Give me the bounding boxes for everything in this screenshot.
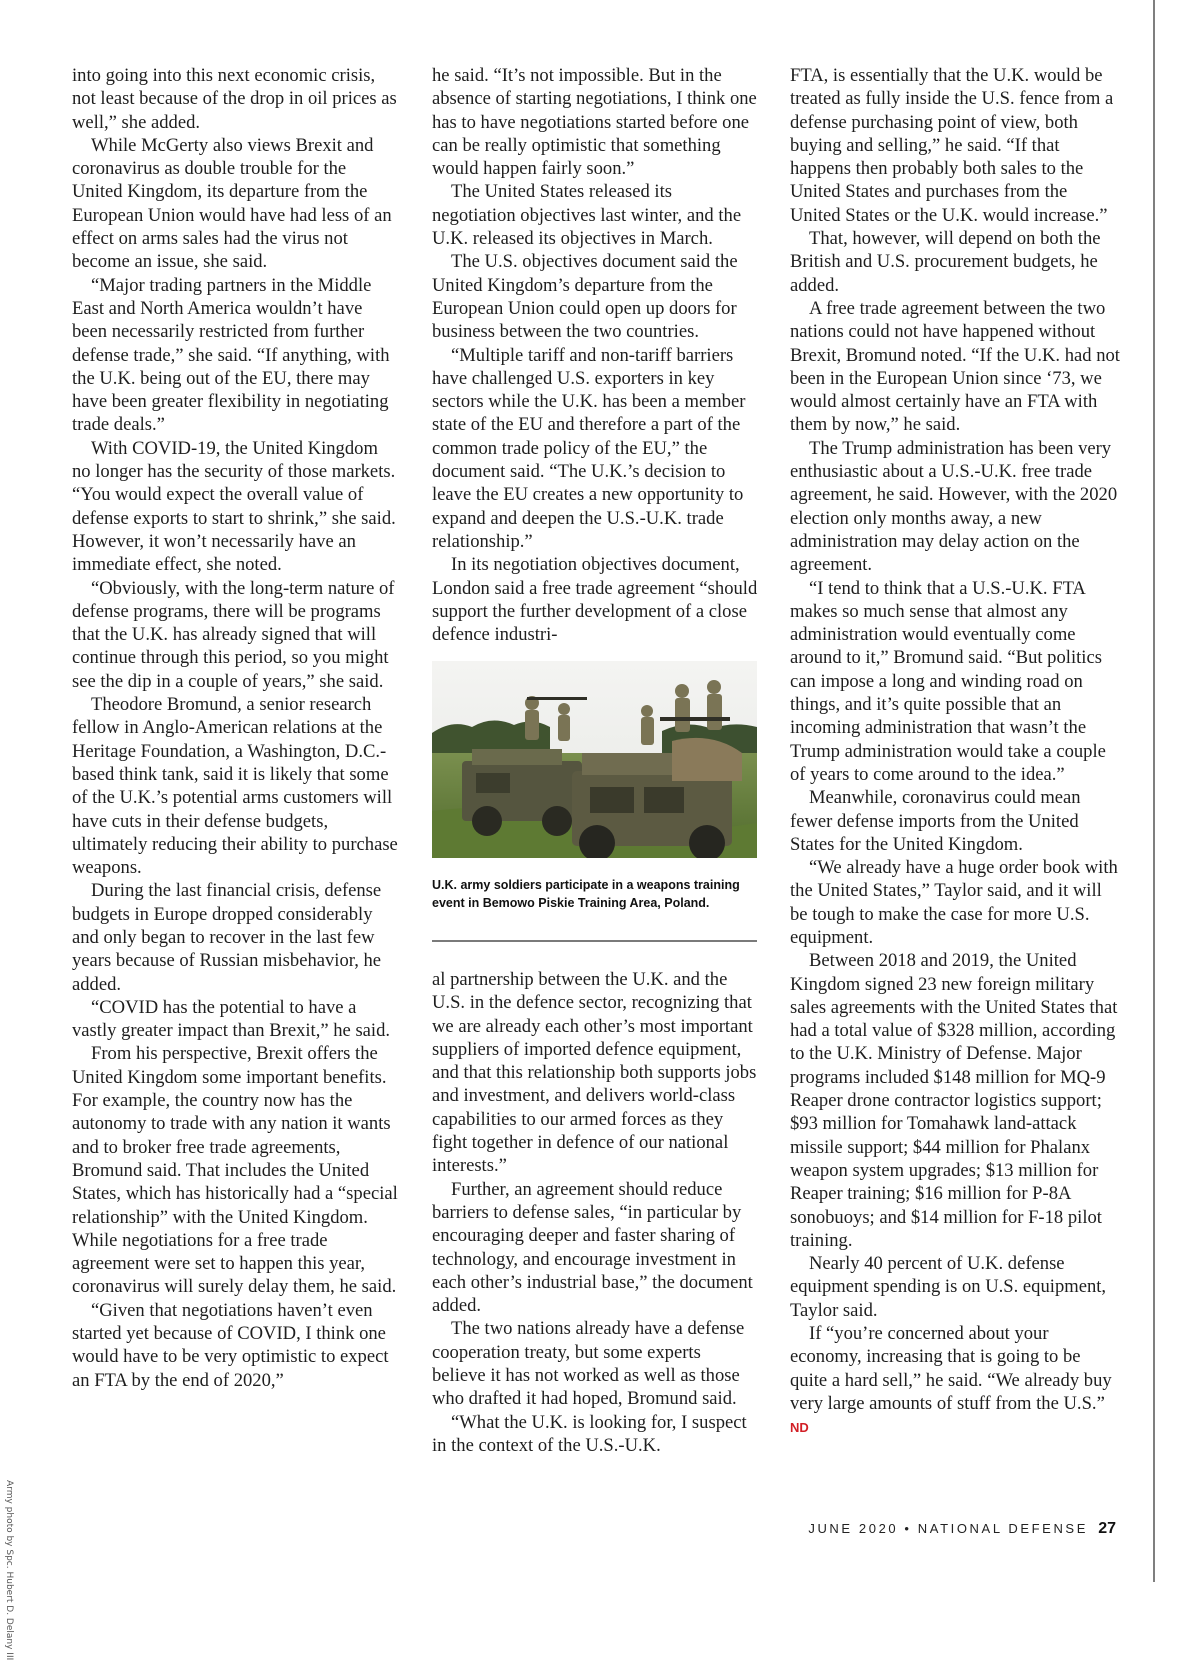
paragraph: “Major trading partners in the Middle East and North America wouldn’t have been necessarily restricted from further defense trade,” she said. “If anything, with the U.K. being out of the EU, there may have been greater flexibility in negotiating trade deals.” [72, 274, 390, 436]
paragraph: A free trade agreement between the two nations could not have happened without Brexit, Bromund noted. “If the U.K. had not been in the European Union since ‘73, we would almost certainly have an FTA with them by now,” he said. [790, 297, 1120, 436]
paragraph: “We already have a huge order book with the United States,” Taylor said, and it will be tough to make the case for more U.S. equipment. [790, 857, 1118, 948]
article-column-1 [72, 64, 400, 1488]
page-edge-rule [1153, 0, 1155, 1582]
paragraph-text: If “you’re concerned about your economy, increasing that is going to be quite a hard sell,” he said. “We already buy very large amounts of stuff from the U.S.” [790, 1323, 1112, 1414]
paragraph: From his perspective, Brexit offers the United Kingdom some important benefits. For example, the country now has the autonomy to trade with any nation it wants and to broker free trade agreements, Bromund said. That includes the United States, which has historically had a “special relationship” with the United Kingdom. While negotiations for a free trade agreement were set to happen this year, coronavirus will surely delay them, he said. [72, 1043, 398, 1298]
article-column-2-top [432, 64, 758, 649]
paragraph: With COVID-19, the United Kingdom no longer has the security of those markets. “You would expect the overall value of defense exports to start to shrink,” she said. However, it won’t necessarily have an immediate effect, she noted. [72, 437, 396, 576]
paragraph: Between 2018 and 2019, the United Kingdom signed 23 new foreign military sales agreements with the United States that had a total value of $328 million, according to the U.K. Ministry of Defense. Major programs included $148 million for MQ-9 Reaper drone contractor logistics support; $93 million for Tomahawk land-attack missile support; $44 million for Phalanx weapon system upgrades; $13 million for Reaper training; $16 million for P-8A sonobuoys; and $14 million for F-18 pilot training. [790, 950, 1118, 1251]
paragraph: “Given that negotiations haven’t even started yet because of COVID, I think one would have to be very optimistic to expect an FTA by the end of 2020,” [72, 1299, 389, 1391]
paragraph-last [790, 1322, 1120, 1439]
paragraph: FTA, is essentially that the U.K. would be treated as fully inside the U.S. fence from a defense purchasing point of view, both buying and selling,” he said. “If that happens then probably both sales to the United States and purchases from the United States or the U.K. would increase.” [790, 65, 1114, 226]
paragraph: The United States released its negotiation objectives last winter, and the U.K. released its objectives in March. [432, 181, 742, 250]
paragraph: Meanwhile, coronavirus could mean fewer defense imports from the United States for the United Kingdom. [790, 787, 1081, 855]
article-column-2-bottom [432, 968, 758, 1488]
paragraph: While McGerty also views Brexit and coronavirus as double trouble for the United Kingdom, its departure from the European Union would have had less of an effect on arms sales had the virus not become an issue, she said. [72, 134, 392, 273]
paragraph: During the last financial crisis, defense budgets in Europe dropped considerably and only began to recover in the last few years because of Russian misbehavior, he added. [72, 880, 382, 995]
photo-caption: U.K. army soldiers participate in a weapons training event in Bemowo Piskie Training Area, Poland. [432, 878, 740, 910]
paragraph: “What the U.K. is looking for, I suspect in the context of the U.S.-U.K. [432, 1411, 747, 1456]
paragraph: “Obviously, with the long-term nature of defense programs, there will be programs that the U.K. has already signed that will continue through this period, so you might see the dip in a couple of years,” she said. [72, 577, 395, 692]
paragraph: The Trump administration has been very enthusiastic about a U.S.-U.K. free trade agreement, he said. However, with the 2020 election only months away, a new administration may delay action on the agreement. [790, 437, 1118, 576]
soldiers-vehicles-photo [432, 661, 757, 858]
page-footer [808, 1520, 1116, 1538]
paragraph: Theodore Bromund, a senior research fellow in Anglo-American relations at the Heritage Foundation, a Washington, D.C.-based think tank, said it is likely that some of the U.K.’s potential arms customers will have cuts in their defense budgets, ultimately reducing their ability to purchase weapons. [72, 694, 398, 879]
paragraph: “Multiple tariff and non-tariff barriers have challenged U.S. exporters in key sectors while the U.K. has been a member state of the EU and therefore a part of the common trade policy of the EU,” the document said. “The U.K.’s decision to leave the EU creates a new opportunity to expand and deepen the U.S.-U.K. trade relationship.” [432, 344, 746, 552]
paragraph: That, however, will depend on both the British and U.S. procurement budgets, he added. [790, 228, 1101, 296]
paragraph: Nearly 40 percent of U.K. defense equipment spending is on U.S. equipment, Taylor said. [790, 1253, 1107, 1321]
paragraph: he said. “It’s not impossible. But in the absence of starting negotiations, I think one has to have negotiations started before one can be really optimistic that something would happen fairly soon.” [432, 65, 757, 180]
paragraph: The U.S. objectives document said the United Kingdom’s departure from the European Union could open up doors for business between the two countries. [432, 251, 738, 343]
page-number: 27 [1098, 1520, 1116, 1537]
paragraph: In its negotiation objectives document, London said a free trade agreement “should support the further development of a close defence industri- [432, 554, 758, 646]
paragraph: into going into this next economic crisis, not least because of the drop in oil prices as well,” she added. [72, 65, 397, 133]
paragraph: al partnership between the U.K. and the U.S. in the defence sector, recognizing that we are already each other’s most important suppliers of imported defence equipment, and that this relationship both supports jobs and investment, and delivers world-class capabilities to our armed forces as they fight together in defence of our national interests.” [432, 969, 757, 1177]
paragraph: “COVID has the potential to have a vastly greater impact than Brexit,” he said. [72, 996, 391, 1042]
issue-line: JUNE 2020 • NATIONAL DEFENSE [808, 1521, 1088, 1536]
paragraph: The two nations already have a defense cooperation treaty, but some experts believe it has not worked as well as those who drafted it had hoped, Bromund said. [432, 1318, 745, 1410]
paragraph: “I tend to think that a U.S.-U.K. FTA makes so much sense that almost any administration would eventually come around to it,” Bromund said. “But politics can impose a long and winding road on things, and it’s quite possible that an incoming administration that wasn’t the Trump administration would take a couple of years to come around to the idea.” [790, 577, 1106, 785]
article-column-3 [790, 64, 1120, 1488]
article-photo [432, 661, 757, 858]
caption-divider [432, 940, 757, 942]
photo-credit: Army photo by Spc. Hubert D. Delany III [4, 1480, 14, 1660]
end-mark: ND [790, 1420, 809, 1436]
paragraph: Further, an agreement should reduce barriers to defense sales, “in particular by encouraging deeper and faster sharing of technology, and encourage investment in each other’s industrial base,” the document added. [432, 1178, 753, 1317]
